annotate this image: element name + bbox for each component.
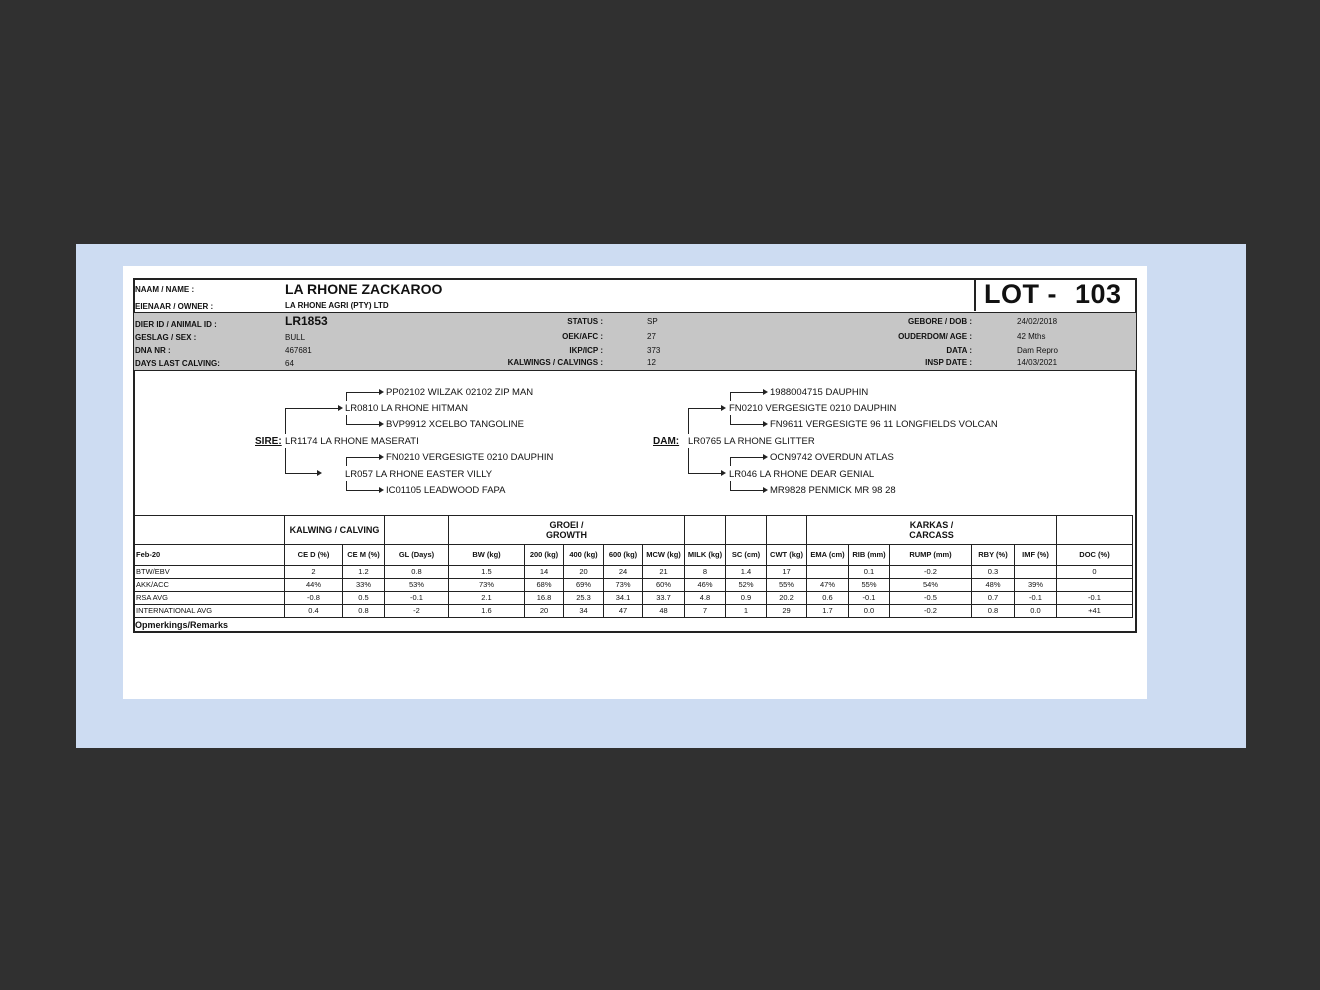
row-label: AKK/ACC xyxy=(135,579,285,592)
table-cell: 0.7 xyxy=(972,592,1015,605)
table-cell: 16.8 xyxy=(525,592,564,605)
table-cell: 21 xyxy=(643,566,685,579)
data-label: DATA : xyxy=(946,346,972,355)
column-header: SC (cm) xyxy=(726,545,767,566)
table-cell: 0.8 xyxy=(385,566,449,579)
table-cell: 48% xyxy=(972,579,1015,592)
column-header: RBY (%) xyxy=(972,545,1015,566)
dna-value: 467681 xyxy=(285,346,312,355)
afc-label: OEK/AFC : xyxy=(562,332,603,341)
arrow-right-icon xyxy=(379,487,384,493)
table-cell: 2 xyxy=(285,566,343,579)
table-cell: 29 xyxy=(767,605,807,618)
table-cell: 7 xyxy=(685,605,726,618)
dam-sire-sire-name: 1988004715 DAUPHIN xyxy=(770,387,869,398)
table-cell: 1 xyxy=(726,605,767,618)
connector-line xyxy=(346,415,347,424)
connector-line xyxy=(730,481,731,490)
lot-number: 103 xyxy=(1075,279,1122,309)
group-header-empty xyxy=(726,516,767,545)
column-header: RUMP (mm) xyxy=(890,545,972,566)
remarks-label: Opmerkings/Remarks xyxy=(135,620,229,630)
connector-line xyxy=(285,473,317,474)
dam-dam-name: LR046 LA RHONE DEAR GENIAL xyxy=(729,469,875,480)
table-row xyxy=(135,592,1133,605)
connector-line xyxy=(730,490,763,491)
connector-line xyxy=(285,408,338,409)
lot-box xyxy=(974,279,1138,311)
table-cell: 0.5 xyxy=(343,592,385,605)
sire-name: LR1174 LA RHONE MASERATI xyxy=(285,436,419,447)
table-cell: 73% xyxy=(449,579,525,592)
table-cell: 53% xyxy=(385,579,449,592)
table-cell: 52% xyxy=(726,579,767,592)
table-cell: 0.4 xyxy=(285,605,343,618)
column-header: RIB (mm) xyxy=(849,545,890,566)
age-label: OUDERDOM/ AGE : xyxy=(898,332,972,341)
group-header-empty xyxy=(767,516,807,545)
connector-line xyxy=(730,424,763,425)
table-cell: 1.5 xyxy=(449,566,525,579)
connector-line xyxy=(688,473,721,474)
table-cell: 1.4 xyxy=(726,566,767,579)
table-cell: 39% xyxy=(1015,579,1057,592)
table-cell: -0.8 xyxy=(285,592,343,605)
animal-id-label: DIER ID / ANIMAL ID : xyxy=(135,320,217,329)
table-cell: 69% xyxy=(564,579,604,592)
connector-line xyxy=(730,392,731,401)
table-cell: 54% xyxy=(890,579,972,592)
lot-label: LOT - xyxy=(984,279,1057,309)
group-header-growth xyxy=(449,516,685,545)
sex-label: GESLAG / SEX : xyxy=(135,333,197,342)
row-label: INTERNATIONAL AVG xyxy=(135,605,285,618)
table-cell: 25.3 xyxy=(564,592,604,605)
connector-line xyxy=(688,448,689,473)
dob-label: GEBORE / DOB : xyxy=(907,317,972,326)
connector-line xyxy=(285,448,286,473)
column-header: CWT (kg) xyxy=(767,545,807,566)
column-header: MILK (kg) xyxy=(685,545,726,566)
table-cell: 46% xyxy=(685,579,726,592)
arrow-right-icon xyxy=(763,454,768,460)
table-cell: 44% xyxy=(285,579,343,592)
table-cell xyxy=(807,566,849,579)
column-header: 200 (kg) xyxy=(525,545,564,566)
dam-dam-sire-name: OCN9742 OVERDUN ATLAS xyxy=(770,452,894,463)
table-cell: 0 xyxy=(1057,566,1133,579)
group-growth-line1: GROEI / xyxy=(549,519,584,530)
table-cell: -0.2 xyxy=(890,566,972,579)
table-cell: 0.0 xyxy=(1015,605,1057,618)
table-cell xyxy=(1015,566,1057,579)
sire-dam-sire-name: FN0210 VERGESIGTE 0210 DAUPHIN xyxy=(386,452,554,463)
connector-line xyxy=(346,481,347,490)
table-cell: 0.0 xyxy=(849,605,890,618)
table-group-header-row xyxy=(135,516,1133,545)
table-cell: 68% xyxy=(525,579,564,592)
animal-name: LA RHONE ZACKAROO xyxy=(285,281,443,297)
table-cell: 0.8 xyxy=(972,605,1015,618)
connector-line xyxy=(346,392,347,401)
connector-line xyxy=(730,392,763,393)
column-header: GL (Days) xyxy=(385,545,449,566)
days-last-calving-value: 64 xyxy=(285,359,294,368)
table-cell: 73% xyxy=(604,579,643,592)
arrow-right-icon xyxy=(379,389,384,395)
table-cell: 0.1 xyxy=(849,566,890,579)
table-cell: -0.1 xyxy=(1057,592,1133,605)
icp-value: 373 xyxy=(647,346,661,355)
table-cell: 17 xyxy=(767,566,807,579)
connector-line xyxy=(346,457,347,466)
table-cell: 24 xyxy=(604,566,643,579)
dam-sire-name: FN0210 VERGESIGTE 0210 DAUPHIN xyxy=(729,403,897,414)
column-header: 400 (kg) xyxy=(564,545,604,566)
calvings-value: 12 xyxy=(647,358,656,367)
table-cell: 0.6 xyxy=(807,592,849,605)
table-cell: -0.5 xyxy=(890,592,972,605)
connector-line xyxy=(346,392,379,393)
column-header: BW (kg) xyxy=(449,545,525,566)
table-cell: 14 xyxy=(525,566,564,579)
dob-value: 24/02/2018 xyxy=(1017,317,1058,326)
arrow-right-icon xyxy=(379,421,384,427)
name-label: NAAM / NAME : xyxy=(135,285,195,294)
table-cell: 55% xyxy=(767,579,807,592)
sex-value: BULL xyxy=(285,333,306,342)
animal-id: LR1853 xyxy=(285,314,328,328)
calvings-label: KALWINGS / CALVINGS : xyxy=(507,358,603,367)
sire-dam-dam-name: IC01105 LEADWOOD FAPA xyxy=(386,485,506,496)
table-cell: 47 xyxy=(604,605,643,618)
group-header-carcass xyxy=(807,516,1057,545)
table-cell: -0.1 xyxy=(385,592,449,605)
group-growth-line2: GROWTH xyxy=(546,530,587,540)
connector-line xyxy=(730,457,731,466)
days-last-calving-label: DAYS LAST CALVING: xyxy=(135,359,220,368)
table-row xyxy=(135,605,1133,618)
row-label: RSA AVG xyxy=(135,592,285,605)
group-header-calving: KALWING / CALVING xyxy=(285,516,385,545)
table-cell: 1.6 xyxy=(449,605,525,618)
table-cell: 0.9 xyxy=(726,592,767,605)
table-cell: 20 xyxy=(525,605,564,618)
connector-line xyxy=(688,408,689,434)
data-value: Dam Repro xyxy=(1017,346,1058,355)
owner-value: LA RHONE AGRI (PTY) LTD xyxy=(285,301,389,310)
dam-sire-dam-name: FN9611 VERGESIGTE 96 11 LONGFIELDS VOLCAN xyxy=(770,419,998,430)
table-cell: -0.1 xyxy=(1015,592,1057,605)
arrow-right-icon xyxy=(721,405,726,411)
insp-date-value: 14/03/2021 xyxy=(1017,358,1058,367)
connector-line xyxy=(730,415,731,424)
arrow-right-icon xyxy=(317,470,322,476)
connector-line xyxy=(346,457,379,458)
group-carcass-line1: KARKAS / xyxy=(909,519,954,530)
dam-label: DAM: xyxy=(653,436,680,447)
arrow-right-icon xyxy=(338,405,343,411)
age-value: 42 Mths xyxy=(1017,332,1046,341)
column-header: DOC (%) xyxy=(1057,545,1133,566)
breeding-values-table xyxy=(134,515,1133,618)
column-header: 600 (kg) xyxy=(604,545,643,566)
table-cell: -0.1 xyxy=(849,592,890,605)
group-carcass-line2: CARCASS xyxy=(909,530,954,540)
dna-label: DNA NR : xyxy=(135,346,171,355)
table-cell: 0.3 xyxy=(972,566,1015,579)
table-cell: -2 xyxy=(385,605,449,618)
arrow-right-icon xyxy=(763,487,768,493)
table-cell: 1.2 xyxy=(343,566,385,579)
sire-sire-dam-name: BVP9912 XCELBO TANGOLINE xyxy=(386,419,524,430)
column-header: EMA (cm) xyxy=(807,545,849,566)
sire-label: SIRE: xyxy=(255,436,282,447)
table-cell: 34 xyxy=(564,605,604,618)
table-cell: 33.7 xyxy=(643,592,685,605)
column-header: IMF (%) xyxy=(1015,545,1057,566)
group-header-empty xyxy=(135,516,285,545)
table-cell: 47% xyxy=(807,579,849,592)
table-cell: 48 xyxy=(643,605,685,618)
arrow-right-icon xyxy=(763,421,768,427)
table-column-header-row xyxy=(135,545,1133,566)
arrow-right-icon xyxy=(721,470,726,476)
column-header: CE D (%) xyxy=(285,545,343,566)
owner-label: EIENAAR / OWNER : xyxy=(135,302,214,311)
sire-sire-sire-name: PP02102 WILZAK 02102 ZIP MAN xyxy=(386,387,534,398)
sire-dam-name: LR057 LA RHONE EASTER VILLY xyxy=(345,469,493,480)
afc-value: 27 xyxy=(647,332,656,341)
table-cell: 20.2 xyxy=(767,592,807,605)
status-value: SP xyxy=(647,317,658,326)
connector-line xyxy=(688,408,721,409)
connector-line xyxy=(730,457,763,458)
column-header: Feb-20 xyxy=(135,545,285,566)
table-row xyxy=(135,566,1133,579)
table-cell: -0.2 xyxy=(890,605,972,618)
table-cell: 20 xyxy=(564,566,604,579)
group-header-empty xyxy=(385,516,449,545)
connector-line xyxy=(285,408,286,434)
row-label: BTW/EBV xyxy=(135,566,285,579)
table-cell: 4.8 xyxy=(685,592,726,605)
arrow-right-icon xyxy=(379,454,384,460)
dam-name: LR0765 LA RHONE GLITTER xyxy=(688,436,815,447)
connector-line xyxy=(346,424,379,425)
status-label: STATUS : xyxy=(567,317,603,326)
group-header-empty xyxy=(1057,516,1133,545)
table-cell: 8 xyxy=(685,566,726,579)
table-row xyxy=(135,579,1133,592)
table-cell: 33% xyxy=(343,579,385,592)
table-cell: 55% xyxy=(849,579,890,592)
table-cell: +41 xyxy=(1057,605,1133,618)
table-cell: 34.1 xyxy=(604,592,643,605)
connector-line xyxy=(346,490,379,491)
group-header-empty xyxy=(685,516,726,545)
table-cell: 2.1 xyxy=(449,592,525,605)
table-cell: 60% xyxy=(643,579,685,592)
insp-date-label: INSP DATE : xyxy=(925,358,972,367)
table-cell: 1.7 xyxy=(807,605,849,618)
dam-dam-dam-name: MR9828 PENMICK MR 98 28 xyxy=(770,485,896,496)
icp-label: IKP/ICP : xyxy=(569,346,603,355)
column-header: CE M (%) xyxy=(343,545,385,566)
table-cell xyxy=(1057,579,1133,592)
table-body xyxy=(135,566,1133,618)
table-cell: 0.8 xyxy=(343,605,385,618)
column-header: MCW (kg) xyxy=(643,545,685,566)
sire-sire-name: LR0810 LA RHONE HITMAN xyxy=(345,403,469,414)
arrow-right-icon xyxy=(763,389,768,395)
